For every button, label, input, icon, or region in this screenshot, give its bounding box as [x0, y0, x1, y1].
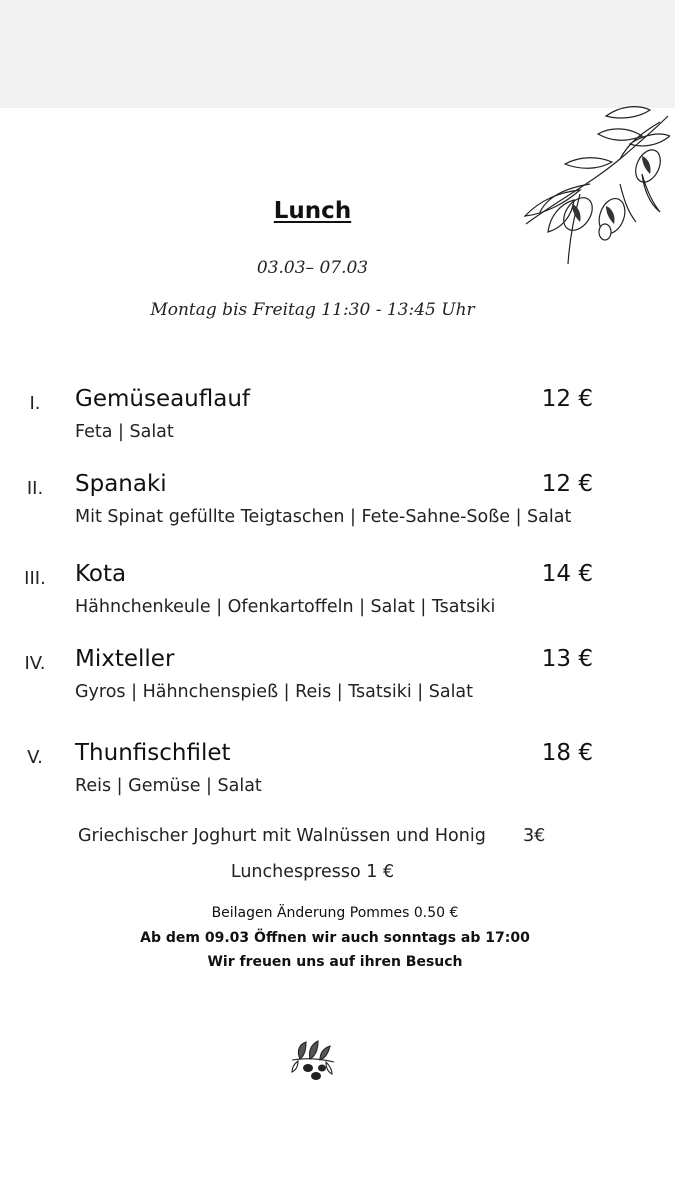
item-price: 18 € — [541, 740, 593, 766]
item-name: Spanaki — [75, 471, 167, 497]
dessert-label: Griechischer Joghurt mit Walnüssen und Honig — [78, 826, 486, 846]
side-change-note: Beilagen Änderung Pommes 0.50 € — [211, 905, 459, 921]
dessert-price: 3€ — [523, 826, 546, 846]
menu-title: Lunch — [273, 198, 352, 224]
olive-branch-icon — [520, 104, 670, 269]
item-description: Reis | Gemüse | Salat — [75, 776, 262, 796]
item-description: Gyros | Hähnchenspieß | Reis | Tsatsiki | Salat — [75, 682, 474, 702]
item-description: Mit Spinat gefüllte Teigtaschen | Fete-Sahne-Soße | Salat — [75, 507, 572, 527]
espresso-offer: Lunchespresso 1 € — [230, 862, 395, 882]
olive-sprig-icon — [290, 1038, 336, 1082]
item-name: Kota — [75, 561, 127, 587]
item-numeral: II. — [26, 478, 44, 499]
item-name: Thunfischfilet — [75, 740, 231, 766]
item-name: Gemüseauflauf — [75, 386, 251, 412]
item-name: Mixteller — [75, 646, 175, 672]
item-numeral: I. — [29, 393, 41, 414]
item-price: 12 € — [541, 471, 593, 497]
item-price: 12 € — [541, 386, 593, 412]
welcome-note: Wir freuen uns auf ihren Besuch — [207, 954, 463, 970]
date-range: 03.03– 07.03 — [256, 258, 369, 278]
item-description: Feta | Salat — [75, 422, 174, 442]
item-price: 13 € — [541, 646, 593, 672]
item-price: 14 € — [541, 561, 593, 587]
item-numeral: III. — [24, 568, 46, 589]
item-numeral: IV. — [24, 653, 46, 674]
sunday-opening-note: Ab dem 09.03 Öffnen wir auch sonntags ab 17:00 — [140, 930, 530, 946]
item-numeral: V. — [27, 747, 43, 768]
item-description: Hähnchenkeule | Ofenkartoffeln | Salat | Tsatsiki — [75, 597, 496, 617]
menu-page — [0, 108, 675, 1200]
opening-hours: Montag bis Freitag 11:30 - 13:45 Uhr — [150, 300, 475, 320]
